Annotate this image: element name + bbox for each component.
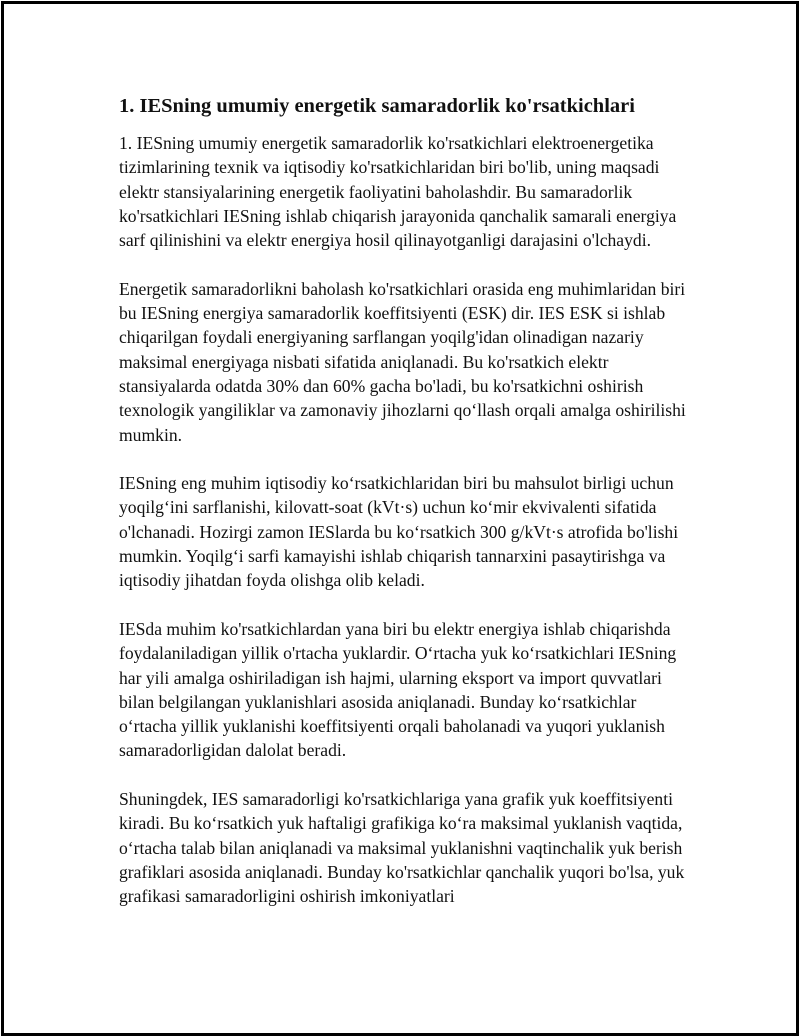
paragraph-1: 1. IESning umumiy energetik samaradorlik ko'rsatkichlari elektroenergetika tizimlarining texnik va iqtisodiy ko'rsatkichlaridan biri bo'lib, uning maqsadi elektr stansiyalarining energetik faoliyatini baholashdir. Bu samaradorlik ko'rsatkichlari IESning ishlab chiqarish jarayonida qanchalik samarali energiya sarf qilinishini va elektr energiya hosil qilinayotganligi darajasini o'lchaydi.: [119, 133, 677, 251]
paragraph-2: Energetik samaradorlikni baholash ko'rsatkichlari orasida eng muhimlaridan biri bu IESning energiya samaradorlik koeffitsiyenti (ESK) dir. IES ESK si ishlab chiqarilgan foydali energiyaning sarflangan yoqilg'idan olinadigan nazariy maksimal energiyaga nisbati sifatida aniqlanadi. Bu ko'rsatkich elektr stansiyalarda odatda 30% dan 60% gacha bo'ladi, bu ko'rsatkichni oshirish texnologik yangiliklar va zamonaviy jihozlarni qo‘llash orqali amalga oshirilishi mumkin.: [119, 278, 686, 445]
paragraph-5: Shuningdek, IES samaradorligi ko'rsatkichlariga yana grafik yuk koeffitsiyenti kiradi. Bu ko‘rsatkich yuk haftaligi grafikiga ko‘ra maksimal yuklanish vaqtida, o‘rtacha talab bilan aniqlanadi va maksimal yuklanishni vaqtinchalik yuk berish grafiklari asosida aniqlanadi. Bunday ko'rsatkichlar qanchalik yuqori bo'lsa, yuk grafikasi samaradorligini oshirish imkoniyatlari: [119, 789, 685, 907]
paragraph-3: IESning eng muhim iqtisodiy ko‘rsatkichlaridan biri bu mahsulot birligi uchun yoqilg‘ini sarflanishi, kilovatt-soat (kVt·s) uchun ko‘mir ekvivalenti sifatida o'lchanadi. Hozirgi zamon IESlarda bu ko‘rsatkich 300 g/kVt·s atrofida bo'lishi mumkin. Yoqilg‘i sarfi kamayishi ishlab chiqarish tannarxini pasaytirishga va iqtisodiy jihatdan foyda olishga olib keladi.: [119, 473, 679, 591]
document-title: 1. IESning umumiy energetik samaradorlik ko'rsatkichlari: [119, 95, 635, 117]
paragraph-4: IESda muhim ko'rsatkichlardan yana biri bu elektr energiya ishlab chiqarishda foydalaniladigan yillik o'rtacha yuklardir. O‘rtacha yuk ko‘rsatkichlari IESning har yili amalga oshiriladigan ish hajmi, ularning eksport va import quvvatlari bilan belgilangan yuklanishlari asosida aniqlanadi. Bunday ko‘rsatkichlar o‘rtacha yillik yuklanishi koeffitsiyenti orqali baholanadi va yuqori yuklanish samaradorligidan dalolat beradi.: [119, 618, 677, 761]
document-body: [119, 92, 691, 933]
